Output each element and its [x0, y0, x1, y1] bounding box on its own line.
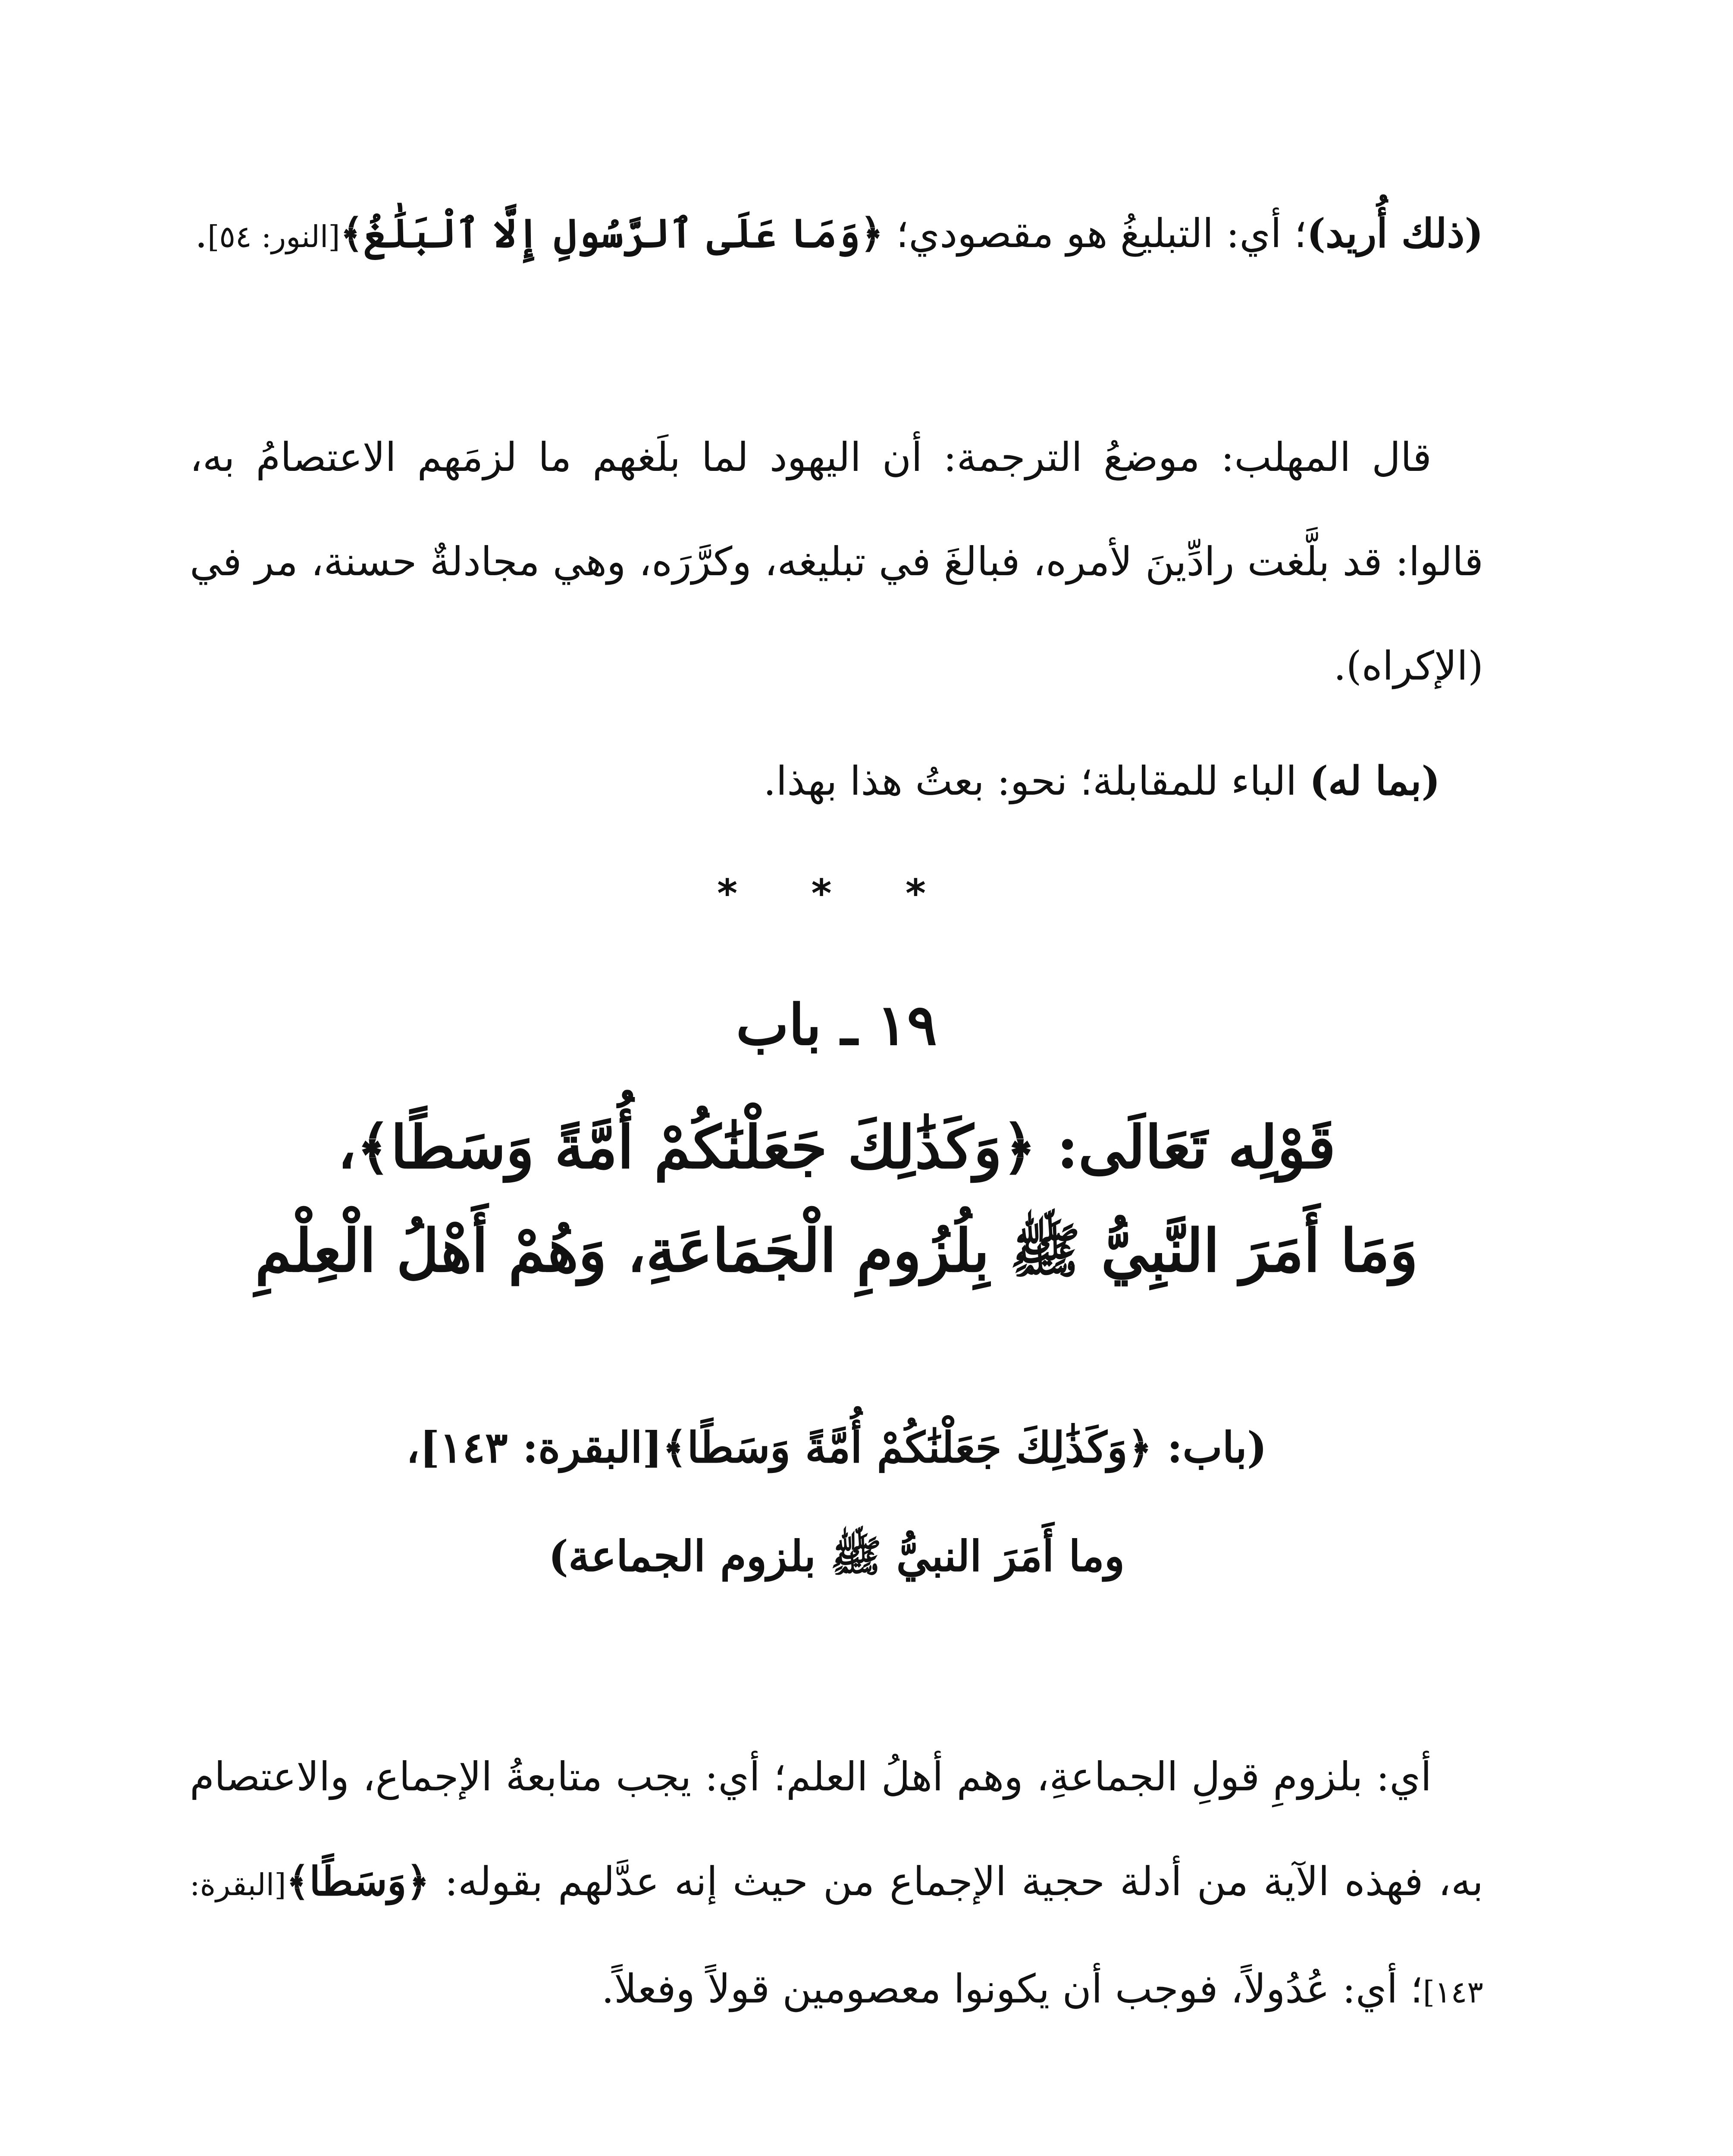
book-page [190, 181, 1483, 2156]
commentary-paragraph [190, 405, 1483, 718]
verse-reference: [النور: ٥٤] [207, 219, 340, 254]
period: . [194, 210, 208, 257]
paragraph-text: أي: بلزومِ قولِ الجماعةِ، وهم أهلُ العلم؛ أي: يجب متابعةُ الإجماع، والاعتصام به، فهذه الآية من أدلة حجية الإجماع من حيث إنه عدَّلهم بقوله: [190, 1754, 1483, 1905]
paragraph-text: ؛ أي: عُدُولاً، فوجب أن يكونوا معصومين قولاً وفعلاً. [601, 1966, 1423, 2012]
chapter-title-line: وَمَا أَمَرَ النَّبِيُّ ﷺ بِلُزُومِ الْجَمَاعَةِ، وَهُمْ أَهْلُ الْعِلْمِ [255, 1216, 1418, 1285]
quoted-phrase: (بما له) [1309, 758, 1440, 804]
chapter-number: ١٩ ـ باب [736, 992, 937, 1058]
quoted-phrase: (ذلك أُريد) [1307, 210, 1483, 257]
quran-verse: ﴿وَسَطًا﴾ [286, 1858, 430, 1905]
quran-verse: ﴿وَمَا عَلَى ٱلرَّسُولِ إِلَّا ٱلْبَلَٰغُ﴾ [340, 210, 884, 257]
commentary-paragraph [190, 1725, 1483, 2044]
verse-reference: [البقرة: ١٤٣] [190, 1867, 1483, 2010]
commentary-paragraph [190, 729, 1483, 834]
chapter-subheading-line: وما أَمَرَ النبيُّ ﷺ بلزوم الجماعة) [548, 1532, 1125, 1581]
commentary-paragraph [190, 181, 1483, 289]
paragraph-text: ؛ أي: التبليغُ هو مقصودي؛ [883, 210, 1307, 257]
paragraph-text: قال المهلب: موضعُ الترجمة: أن اليهود لما بلَغهم ما لزمَهم الاعتصامُ به، قالوا: قد بلَّغت رادِّينَ لأمره، فبالغَ في تبليغه، وكرَّرَه، وهي مجادلةٌ حسنة، مر في (الإكراه). [190, 434, 1483, 689]
section-separator: * * * [717, 871, 956, 916]
paragraph-text: الباء للمقابلة؛ نحو: بعتُ هذا بهذا. [763, 758, 1310, 804]
chapter-title-line: قَوْلِه تَعَالَى: ﴿وَكَذَٰلِكَ جَعَلْنَٰكُمْ أُمَّةً وَسَطًا﴾، [337, 1113, 1336, 1182]
chapter-subheading-line: (باب: ﴿وَكَذَٰلِكَ جَعَلْنَٰكُمْ أُمَّةً وَسَطًا﴾[البقرة: ١٤٣]، [406, 1423, 1267, 1473]
